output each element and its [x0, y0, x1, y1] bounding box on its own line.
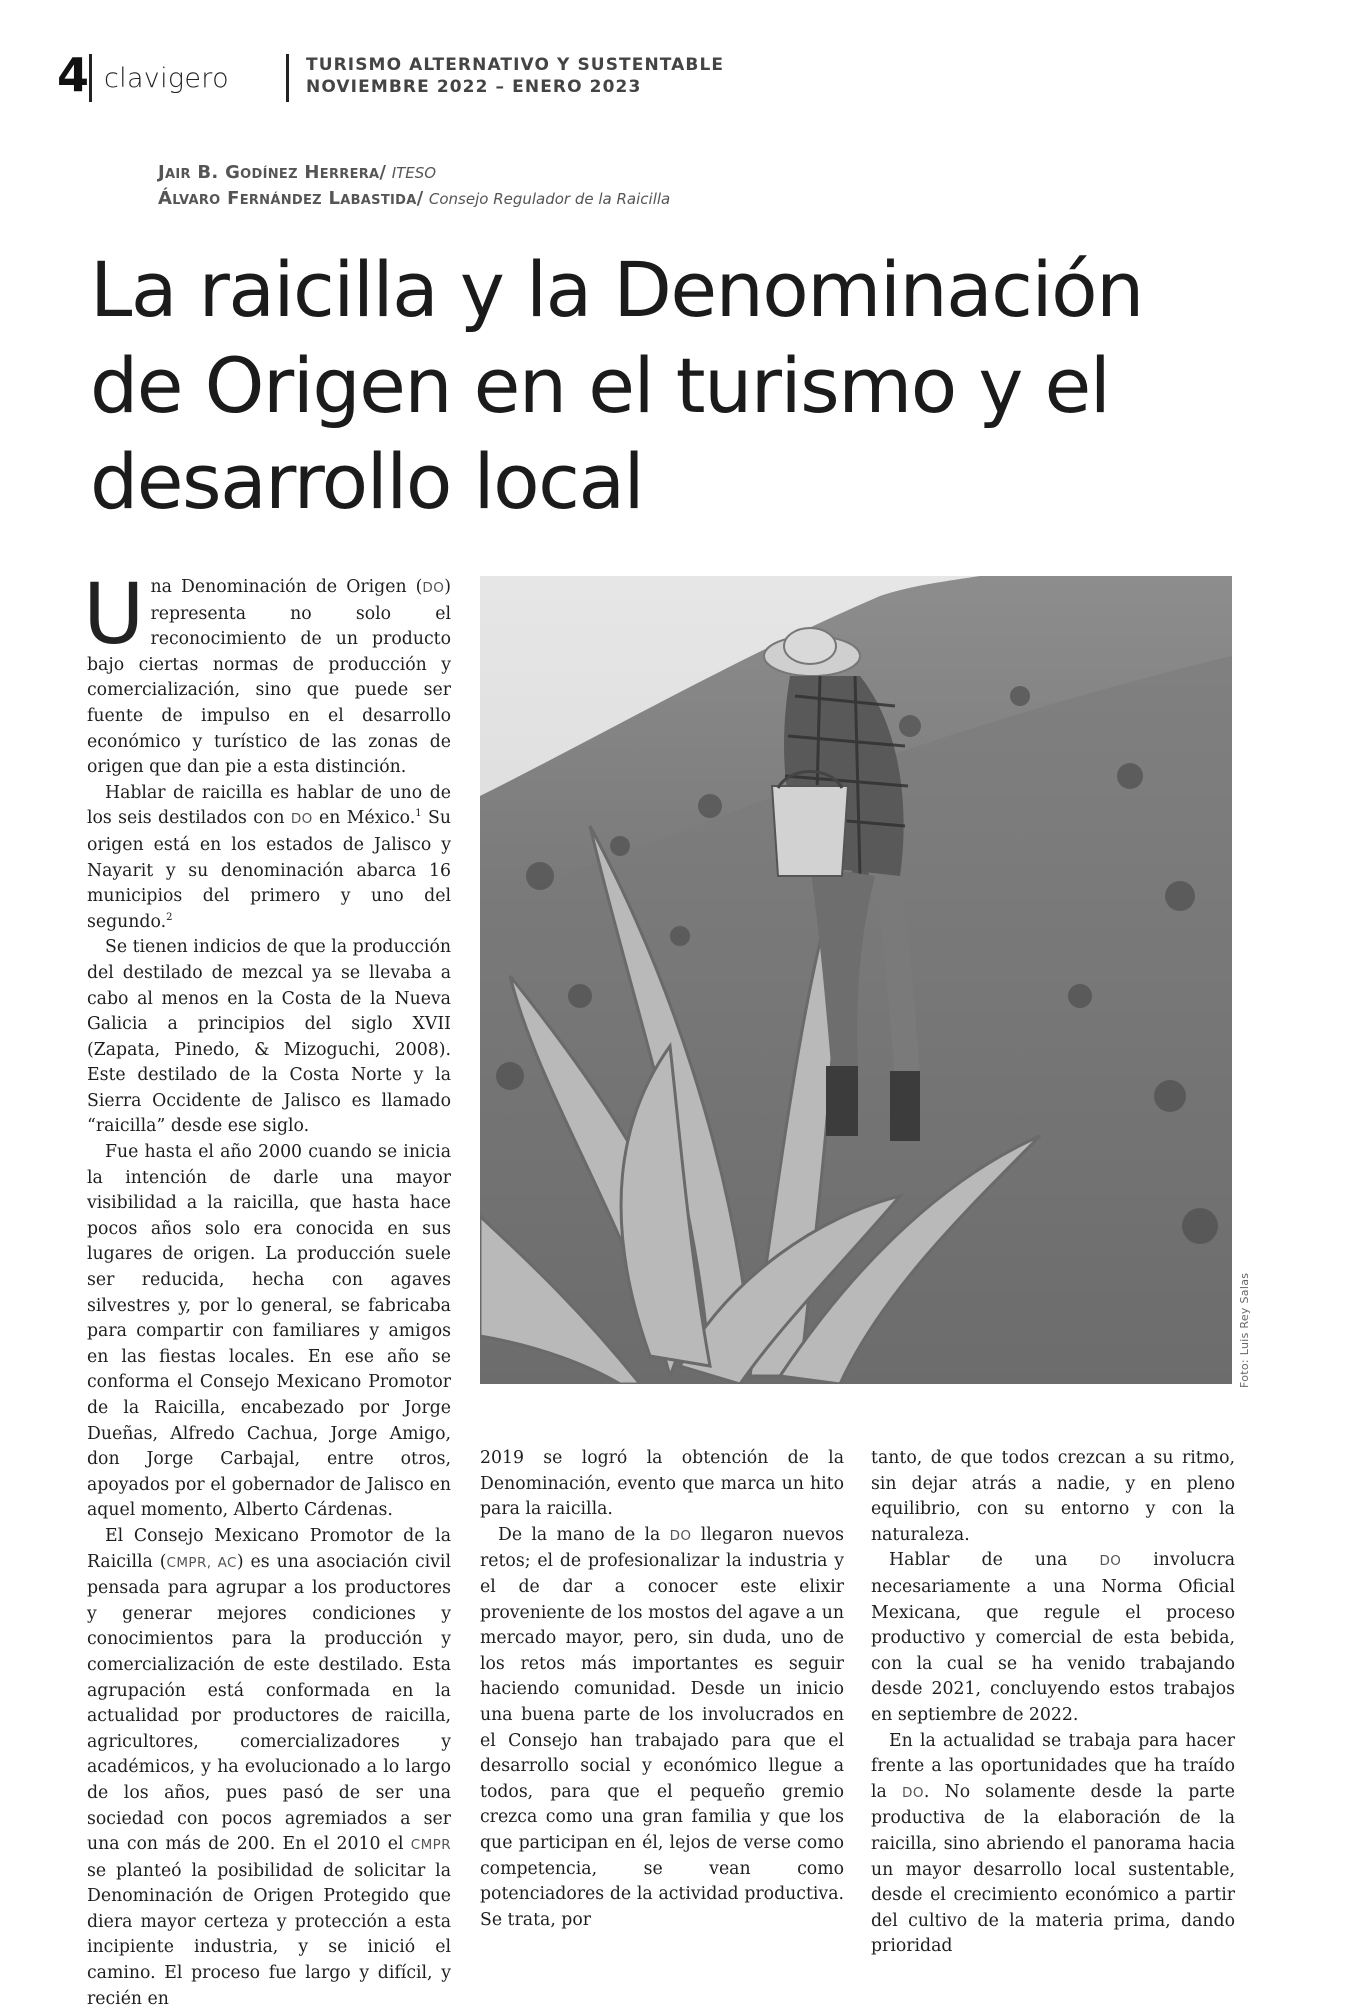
author-name: Álvaro Fernández Labastida/ [158, 188, 424, 209]
abbreviation: CMPR, AC [166, 1554, 237, 1571]
paragraph: tanto, de que todos crezcan a su ritmo, sin dejar atrás a nadie, y en pleno equilibrio, con su entorno y con la naturaleza. [871, 1448, 1235, 1545]
section-title: TURISMO ALTERNATIVO Y SUSTENTABLE [306, 55, 725, 75]
footnote-ref[interactable]: 2 [166, 911, 173, 923]
paragraph: Hablar de una DO involucra necesariamente a una Norma Oficial Mexicana, que regule el proceso productivo y comercial de esta bebida, con la cual se ha venido trabajando desde 2021, concluyendo estos trabajos en septiembre de 2022. [871, 1550, 1236, 1725]
title-line: La raicilla y la Denominación [90, 245, 1143, 334]
header-divider [89, 54, 92, 102]
author-name: Jair B. Godínez Herrera/ [158, 162, 387, 183]
author-line [158, 160, 670, 186]
title-line: desarrollo local [90, 437, 644, 526]
paragraph: Fue hasta el año 2000 cuando se inicia la intención de darle una mayor visibilidad a la raicilla, que hasta hace pocos años solo era conocida en sus lugares de origen. La producción suele ser reducida, hecha con agaves silvestres y, por lo general, se fabricaba para compartir con familiares y amigos en las fiestas locales. En ese año se conforma el Consejo Mexicano Promotor de la Raicilla, encabezado por Jorge Dueñas, Alfredo Cachua, Jorge Amigo, don Jorge Carbajal, entre otros, apoyados por el gobernador de Jalisco en aquel momento, Alberto Cárdenas. [87, 1142, 451, 1521]
abbreviation: DO [290, 811, 313, 828]
article-column-3 [871, 1446, 1235, 1960]
author-affiliation: ITESO [391, 164, 437, 182]
footnote-ref[interactable]: 1 [415, 808, 422, 820]
abbreviation: DO [422, 580, 445, 596]
paragraph: En la actualidad se trabaja para hacer frente a las oportunidades que ha traído la DO. No solamente desde la parte productiva de la elaboración de la raicilla, sino abriendo el panorama hacia un mayor desarrollo local sustentable, desde el crecimiento económico a partir del cultivo de la materia prima, dando prioridad [871, 1730, 1236, 1957]
paragraph: El Consejo Mexicano Promotor de la Raicilla (CMPR, AC) es una asociación civil pensada para agrupar a los productores y generar mejores condiciones y conocimientos para la producción y comercialización de este destilado. Esta agrupación está conformada en la actualidad por productores de raicilla, agricultores, comercializadores y académicos, y ha evolucionado a lo largo de los años, pues pasó de ser una sociedad con pocos agremiados a ser una con más de 200. En el 2010 el CMPR se planteó la posibilidad de solicitar la Denominación de Origen Protegido que diera mayor certeza y protección a esta incipiente industria, y se inició el camino. El proceso fue largo y difícil, y recién en [87, 1525, 451, 2009]
paragraph: De la mano de la DO llegaron nuevos retos; el de profesionalizar la industria y el de dar a conocer este elixir proveniente de los mostos del agave a un mercado mayor, pero, sin duda, uno de los retos más importantes es seguir haciendo comunidad. Desde un inicio una buena parte de los involucrados en el Consejo han trabajado para que el desarrollo social y económico llegue a todos, para que el pequeño gremio crezca como una gran familia y que los que participan en él, lejos de verse como competencia, se vean como potenciadores de la actividad productiva. Se trata, por [480, 1524, 844, 1930]
paragraph: 2019 se logró la obtención de la Denominación, evento que marca un hito para la raicilla. [480, 1448, 844, 1520]
article-title [90, 242, 1290, 530]
abbreviation: CMPR [410, 1837, 451, 1854]
paragraph: Se tienen indicios de que la producción del destilado de mezcal ya se llevaba a cabo al menos en la Costa de la Nueva Galicia a principios del siglo XVII (Zapata, Pinedo, & Mizoguchi, 2008). Este destilado de la Costa Norte y la Sierra Occidente de Jalisco es llamado “raicilla” desde ese siglo. [87, 937, 451, 1137]
title-line: de Origen en el turismo y el [90, 341, 1110, 430]
article-photo [480, 576, 1232, 1384]
abbreviation: DO [669, 1527, 692, 1544]
section-info [306, 54, 724, 98]
abbreviation: DO [902, 1784, 924, 1801]
article-column-2 [480, 1446, 844, 1933]
photo-illustration [480, 576, 1232, 1384]
drop-cap: U [83, 565, 145, 663]
magazine-name: clavigero [104, 63, 229, 94]
paragraph: Una Denominación de Origen (DO) representa no solo el reconocimiento de un producto bajo ciertas normas de producción y comercialización, sino que puede ser fuente de impulso en el desarrollo económico y turístico de las zonas de origen que dan pie a esta distinción. [83, 565, 451, 778]
page-number: 4 [57, 48, 90, 102]
author-list [158, 160, 670, 212]
author-line [158, 186, 670, 212]
page-header [57, 50, 957, 102]
author-affiliation: Consejo Regulador de la Raicilla [428, 190, 671, 208]
header-divider [286, 54, 289, 102]
abbreviation: DO [1099, 1553, 1122, 1570]
article-column-1 [83, 565, 451, 2012]
issue-date: NOVIEMBRE 2022 – ENERO 2023 [306, 77, 642, 97]
photo-credit: Foto: Luis Rey Salas [1238, 1272, 1251, 1388]
paragraph: Hablar de raicilla es hablar de uno de los seis destilados con DO en México.$^1$ Su origen está en los estados de Jalisco y Nayarit y su denominación abarca 16 municipios del primero y uno del segundo.$^2$ [87, 782, 451, 932]
